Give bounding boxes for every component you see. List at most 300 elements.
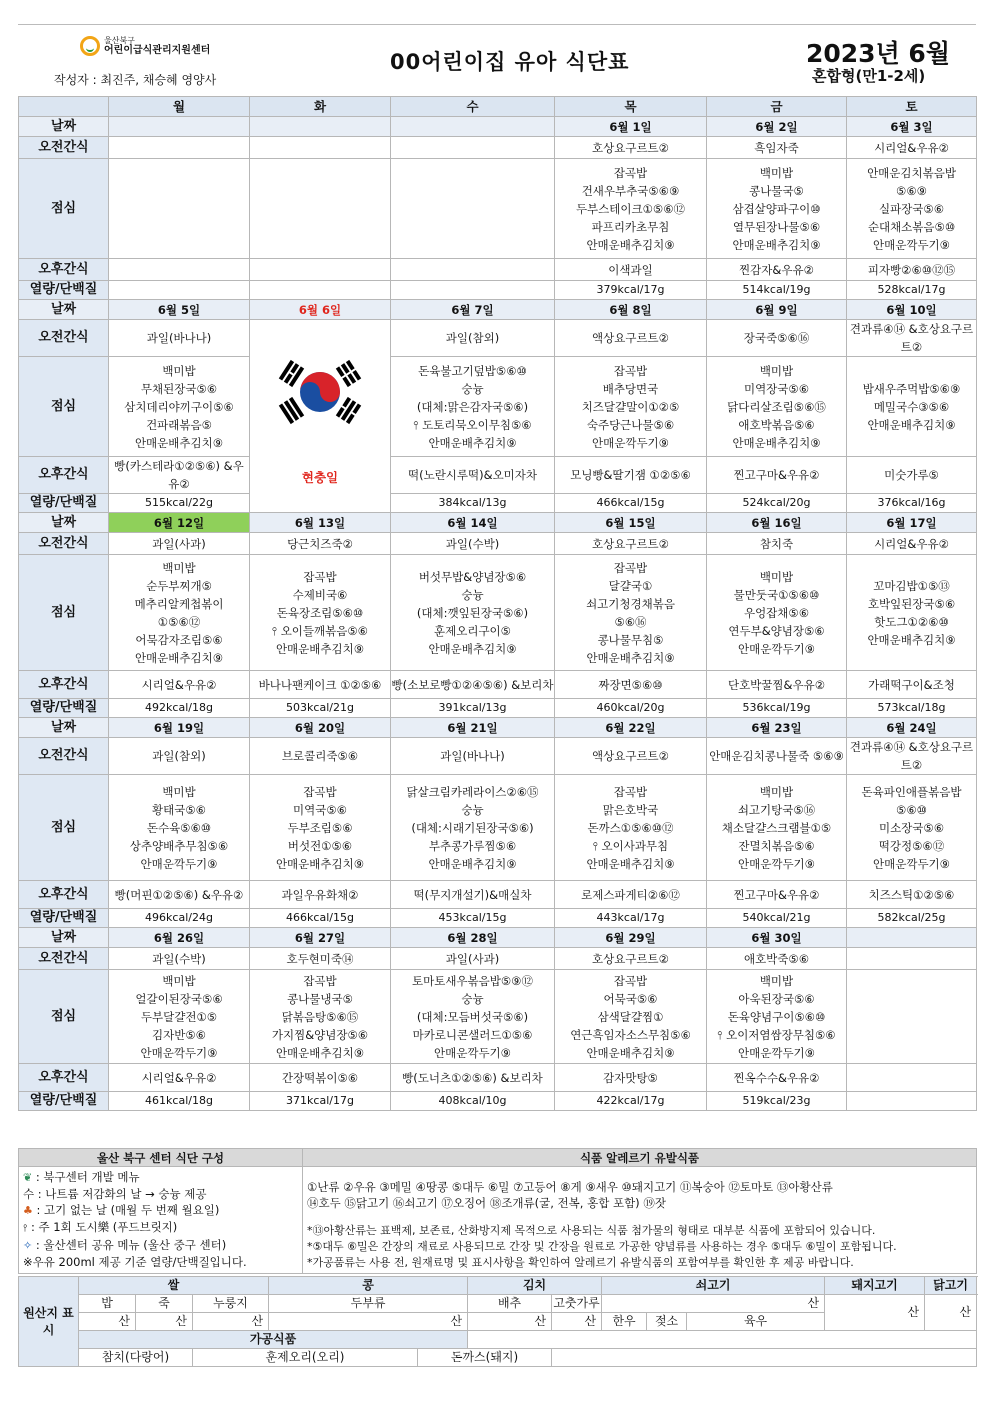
origin-chicken: 닭고기 bbox=[925, 1277, 977, 1295]
pm-snack: 찐고구마&우유② bbox=[707, 881, 847, 909]
lunch-menu bbox=[847, 159, 977, 259]
pm-snack: 빵(소보로빵①②④⑤⑥) &보리차 bbox=[391, 671, 555, 699]
pm-snack bbox=[250, 259, 391, 281]
date-cell: 6월 2일 bbox=[707, 117, 847, 137]
menu-item: 파프리카초무침 bbox=[591, 219, 670, 234]
pm-snack: 빵(도너츠①②⑤⑥) &보리차 bbox=[391, 1064, 555, 1092]
lunch-menu bbox=[555, 970, 707, 1064]
menu-item: 건파래볶음⑤ bbox=[146, 417, 212, 432]
legend-item: ※우유 200ml 제공 기준 열량/단백질입니다. bbox=[23, 1255, 247, 1269]
date-cell: 6월 24일 bbox=[847, 718, 977, 738]
kcal-protein bbox=[391, 281, 555, 300]
menu-item: 미소장국⑤⑥ bbox=[878, 820, 945, 835]
menu-item: 숭늉 bbox=[461, 991, 484, 1006]
menu-item: 안매운깍두기⑨ bbox=[434, 1045, 511, 1060]
row-label: 오전간식 bbox=[19, 533, 109, 555]
am-snack bbox=[847, 948, 977, 970]
menu-item: 안매운배추김치⑨ bbox=[586, 237, 675, 252]
menu-item: 돈육양념구이⑤⑥⑩ bbox=[727, 1009, 826, 1024]
kcal-protein: 573kcal/18g bbox=[847, 699, 977, 718]
menu-item: 숭늉 bbox=[461, 587, 484, 602]
date-cell: 6월 5일 bbox=[109, 300, 250, 320]
menu-item: 아욱된장국⑤⑥ bbox=[738, 991, 815, 1006]
origin-smoked-duck: 훈제오리(오리) bbox=[193, 1349, 418, 1367]
lunch-menu bbox=[707, 775, 847, 881]
pm-snack: 찐감자&우유② bbox=[707, 259, 847, 281]
origin-pepper: 고춧가루 bbox=[552, 1295, 602, 1313]
am-snack: 과일(수박) bbox=[391, 533, 555, 555]
am-snack: 과일(사과) bbox=[391, 948, 555, 970]
menu-item: 잡곡밥 bbox=[613, 363, 648, 378]
am-snack: 시리얼&우유② bbox=[847, 137, 977, 159]
menu-item: 두부조림⑤⑥ bbox=[287, 820, 353, 835]
menu-item: 버섯무밥&양념장⑤⑥ bbox=[418, 569, 527, 584]
smile-logo-icon bbox=[80, 36, 100, 56]
row-label: 열량/단백질 bbox=[19, 909, 109, 928]
day-header: 수 bbox=[391, 97, 555, 117]
menu-item: 안매운배추김치⑨ bbox=[275, 641, 365, 656]
date-cell bbox=[109, 117, 250, 137]
am-snack: 호상요구르트② bbox=[555, 533, 707, 555]
lunch-menu bbox=[109, 555, 250, 671]
date-cell: 6월 27일 bbox=[250, 928, 391, 948]
lunch-menu bbox=[250, 159, 391, 259]
menu-item: 콩나물냉국⑤ bbox=[287, 991, 353, 1006]
origin-hanwoo: 한우 bbox=[602, 1313, 647, 1331]
ulsan-center-icon: ✧ bbox=[23, 1239, 33, 1252]
menu-table bbox=[18, 96, 977, 1111]
origin-juk-value: 산 bbox=[136, 1313, 193, 1331]
menu-item: 순두부찌개⑤ bbox=[146, 578, 212, 593]
menu-item: 실파장국⑤⑥ bbox=[878, 201, 945, 216]
menu-item: 안매운깍두기⑨ bbox=[738, 641, 815, 656]
date-cell: 6월 21일 bbox=[391, 718, 555, 738]
am-snack: 당근치즈죽② bbox=[250, 533, 391, 555]
kcal-protein: 384kcal/13g bbox=[391, 494, 555, 513]
menu-item: 수제비국⑥ bbox=[292, 587, 348, 602]
date-cell: 6월 15일 bbox=[555, 513, 707, 533]
menu-item: 가지찜&양념장⑤⑥ bbox=[271, 1027, 369, 1042]
kcal-protein: 443kcal/17g bbox=[555, 909, 707, 928]
logo-line2: 어린이급식관리지원센터 bbox=[104, 45, 211, 56]
pm-snack: 짜장면⑤⑥⑩ bbox=[555, 671, 707, 699]
origin-pork-value: 산 bbox=[825, 1295, 925, 1331]
date-cell: 6월 8일 bbox=[555, 300, 707, 320]
menu-item: 우엉잡채⑤⑥ bbox=[743, 605, 810, 620]
date-cell: 6월 1일 bbox=[555, 117, 707, 137]
origin-pork: 돼지고기 bbox=[825, 1277, 925, 1295]
menu-item: 안매운배추김치⑨ bbox=[867, 632, 956, 647]
date-cell: 6월 9일 bbox=[707, 300, 847, 320]
lunch-menu bbox=[847, 555, 977, 671]
pm-snack: 빵(카스테라①②⑤⑥) &우유② bbox=[109, 457, 250, 494]
allergy-line: ①난류 ②우유 ③메밀 ④땅콩 ⑤대두 ⑥밀 ⑦고등어 ⑧게 ⑨새우 ⑩돼지고기 ⑪복숭아 ⑫토마토 ⑬아황산류 bbox=[307, 1180, 833, 1194]
menu-item: 물만둣국①⑤⑥⑩ bbox=[733, 587, 820, 602]
pm-snack: 감자맛탕⑤ bbox=[555, 1064, 707, 1092]
menu-item: (대체:시래기된장국⑤⑥) bbox=[411, 820, 534, 835]
origin-tuna: 참치(다랑어) bbox=[79, 1349, 193, 1367]
row-label: 날짜 bbox=[19, 718, 109, 738]
date-cell: 6월 13일 bbox=[250, 513, 391, 533]
menu-item: (대체:모듬버섯국⑤⑥) bbox=[416, 1009, 529, 1024]
pm-snack: 단호박꿀찜&우유② bbox=[707, 671, 847, 699]
menu-item: 안매운배추김치⑨ bbox=[428, 641, 517, 656]
lunch-menu bbox=[707, 159, 847, 259]
am-snack: 과일(수박) bbox=[109, 948, 250, 970]
menu-item: (대체:깻잎된장국⑤⑥) bbox=[416, 605, 529, 620]
menu-item: 닭볶음탕⑤⑥⑮ bbox=[281, 1009, 359, 1024]
origin-chicken-value: 산 bbox=[925, 1295, 977, 1331]
row-label: 열량/단백질 bbox=[19, 281, 109, 300]
menu-item: (대체:맑은감자국⑤⑥) bbox=[416, 399, 529, 414]
origin-kimchi: 김치 bbox=[468, 1277, 602, 1295]
origin-pepper-value: 산 bbox=[552, 1313, 602, 1331]
pm-snack: 모닝빵&딸기잼 ①②⑤⑥ bbox=[555, 457, 707, 494]
kcal-protein: 528kcal/17g bbox=[847, 281, 977, 300]
menu-item: 두부스테이크①⑤⑥⑫ bbox=[575, 201, 686, 216]
pm-snack: 간장떡볶이⑤⑥ bbox=[250, 1064, 391, 1092]
kcal-protein: 422kcal/17g bbox=[555, 1092, 707, 1111]
age-type: 혼합형(만1-2세) bbox=[812, 67, 926, 85]
menu-item: 닭다리살조림⑤⑥⑮ bbox=[727, 399, 826, 414]
row-label: 오전간식 bbox=[19, 320, 109, 357]
row-label: 오후간식 bbox=[19, 259, 109, 281]
menu-item: 황태국⑤⑥ bbox=[152, 802, 206, 817]
menu-item: ⑤⑥⑯ bbox=[614, 614, 647, 629]
row-label: 열량/단백질 bbox=[19, 699, 109, 718]
menu-item: 안매운배추김치⑨ bbox=[586, 1045, 675, 1060]
center-logo bbox=[80, 36, 210, 56]
pm-snack: 과일우유화채② bbox=[250, 881, 391, 909]
menu-item: 김자반⑤⑥ bbox=[152, 1027, 206, 1042]
date-cell: 6월 23일 bbox=[707, 718, 847, 738]
row-label: 점심 bbox=[19, 357, 109, 457]
kcal-protein: 519kcal/23g bbox=[707, 1092, 847, 1111]
menu-item: 쇠고기청경채볶음 bbox=[586, 596, 675, 611]
menu-item: 백미밥 bbox=[162, 784, 196, 799]
menu-item: 호박잎된장국⑤⑥ bbox=[867, 596, 956, 611]
menu-item: 건새우부추국⑤⑥⑨ bbox=[581, 183, 680, 198]
menu-item: 미역국⑤⑥ bbox=[293, 802, 347, 817]
menu-item: 어묵감자조림⑤⑥ bbox=[135, 632, 223, 647]
pm-snack: 가래떡구이&조청 bbox=[847, 671, 977, 699]
pm-snack bbox=[847, 1064, 977, 1092]
menu-item: ⫯ 오이사과무침 bbox=[592, 838, 669, 853]
menu-item: 돈수육⑤⑥⑩ bbox=[146, 820, 212, 835]
menu-item: 콩나물국⑤ bbox=[749, 183, 804, 198]
menu-item: 안매운깍두기⑨ bbox=[738, 856, 815, 871]
lunch-menu bbox=[391, 555, 555, 671]
allergy-info bbox=[303, 1167, 977, 1274]
menu-item: ⫯ 오이저염쌈장무침⑤⑥ bbox=[717, 1027, 836, 1042]
menu-item: 잡곡밥 bbox=[613, 784, 648, 799]
row-label: 날짜 bbox=[19, 513, 109, 533]
menu-item: 숭늉 bbox=[461, 802, 484, 817]
legend-title: 울산 북구 센터 식단 구성 bbox=[19, 1149, 303, 1167]
menu-item: 맑은호박국 bbox=[602, 802, 659, 817]
legend-table bbox=[18, 1148, 977, 1274]
menu-item: 삼치데리야끼구이⑤⑥ bbox=[124, 399, 234, 414]
date-cell: 6월 10일 bbox=[847, 300, 977, 320]
menu-item: 잡곡밥 bbox=[303, 569, 337, 584]
origin-empty2 bbox=[552, 1349, 977, 1367]
kcal-protein: 408kcal/10g bbox=[391, 1092, 555, 1111]
pm-snack: 이색과일 bbox=[555, 259, 707, 281]
menu-item: ①⑤⑥⑫ bbox=[157, 614, 201, 629]
lunch-menu bbox=[109, 159, 250, 259]
row-label: 오전간식 bbox=[19, 948, 109, 970]
am-snack: 견과류④⑭ &호상요구르트② bbox=[847, 320, 977, 357]
menu-item: 백미밥 bbox=[759, 569, 794, 584]
kcal-protein: 371kcal/17g bbox=[250, 1092, 391, 1111]
day-header: 금 bbox=[707, 97, 847, 117]
menu-item: ⑤⑥⑨ bbox=[896, 183, 927, 198]
date-cell: 6월 14일 bbox=[391, 513, 555, 533]
row-label: 날짜 bbox=[19, 928, 109, 948]
menu-item: 안매운배추김치⑨ bbox=[732, 435, 821, 450]
pm-snack: 떡(노란시루떡)&오미자차 bbox=[391, 457, 555, 494]
menu-item: 마카로니콘샐러드①⑤⑥ bbox=[412, 1027, 533, 1042]
menu-item: 부추콩가루찜⑤⑥ bbox=[428, 838, 517, 853]
origin-beef: 쇠고기 bbox=[602, 1277, 825, 1295]
kcal-protein: 376kcal/16g bbox=[847, 494, 977, 513]
date-cell: 6월 30일 bbox=[707, 928, 847, 948]
lunch-menu bbox=[707, 970, 847, 1064]
menu-item: 백미밥 bbox=[759, 165, 794, 180]
menu-item: 잡곡밥 bbox=[613, 973, 648, 988]
row-label: 점심 bbox=[19, 159, 109, 259]
kcal-protein bbox=[109, 281, 250, 300]
allergy-note: *⑬아황산류는 표백제, 보존료, 산화방지제 목적으로 사용되는 식품 첨가물의 형태로 대부분 식품에 포함되어 있습니다. bbox=[307, 1224, 876, 1237]
lunch-menu bbox=[391, 357, 555, 457]
row-label: 오전간식 bbox=[19, 137, 109, 159]
pm-snack bbox=[109, 259, 250, 281]
kcal-protein: 514kcal/19g bbox=[707, 281, 847, 300]
am-snack: 견과류④⑭ &호상요구르트② bbox=[847, 738, 977, 775]
kcal-protein: 453kcal/15g bbox=[391, 909, 555, 928]
menu-item: 핫도그①②⑥⑩ bbox=[874, 614, 949, 629]
menu-item: 연근흑임자소스무침⑤⑥ bbox=[570, 1027, 691, 1042]
date-cell: 6월 19일 bbox=[109, 718, 250, 738]
menu-item: 삼색달걀찜① bbox=[597, 1009, 664, 1024]
am-snack: 흑임자죽 bbox=[707, 137, 847, 159]
date-cell bbox=[250, 117, 391, 137]
menu-item: 잡곡밥 bbox=[303, 973, 337, 988]
menu-item: 백미밥 bbox=[759, 973, 794, 988]
row-label: 날짜 bbox=[19, 300, 109, 320]
pm-snack: 빵(머핀①②⑤⑥) &우유② bbox=[109, 881, 250, 909]
menu-item: 닭살크림카레라이스②⑥⑮ bbox=[406, 784, 539, 799]
day-header: 월 bbox=[109, 97, 250, 117]
kcal-protein: 524kcal/20g bbox=[707, 494, 847, 513]
lunch-menu bbox=[109, 775, 250, 881]
lunch-menu bbox=[109, 970, 250, 1064]
kcal-protein: 536kcal/19g bbox=[707, 699, 847, 718]
pm-snack: 치즈스틱①②⑤⑥ bbox=[847, 881, 977, 909]
day-header: 목 bbox=[555, 97, 707, 117]
pm-snack: 찐고구마&우유② bbox=[707, 457, 847, 494]
menu-item: 얼갈이된장국⑤⑥ bbox=[135, 991, 223, 1006]
pm-snack: 로제스파게티②⑥⑫ bbox=[555, 881, 707, 909]
pm-snack: 피자빵②⑥⑩⑫⑮ bbox=[847, 259, 977, 281]
am-snack bbox=[391, 137, 555, 159]
carrot-icon: ♣ bbox=[23, 1204, 33, 1217]
origin-tofu-value: 산 bbox=[269, 1313, 468, 1331]
pm-snack bbox=[391, 259, 555, 281]
allergy-title: 식품 알레르기 유발식품 bbox=[303, 1149, 977, 1167]
legend-item: ❦ : 북구센터 개발 메뉴 bbox=[23, 1170, 140, 1184]
menu-item: 안매운깍두기⑨ bbox=[592, 435, 669, 450]
legend-items bbox=[19, 1167, 303, 1274]
cutlery-icon: ⫯ bbox=[23, 1223, 28, 1234]
menu-item: 메밀국수③⑤⑥ bbox=[873, 399, 950, 414]
menu-item: 숭늉 bbox=[461, 381, 484, 396]
am-snack: 장국죽⑤⑥⑯ bbox=[707, 320, 847, 357]
date-cell: 6월 22일 bbox=[555, 718, 707, 738]
lunch-menu bbox=[847, 970, 977, 1064]
kcal-protein bbox=[847, 1092, 977, 1111]
date-cell bbox=[847, 928, 977, 948]
lunch-menu bbox=[109, 357, 250, 457]
origin-bean: 콩 bbox=[269, 1277, 468, 1295]
am-snack: 액상요구르트② bbox=[555, 320, 707, 357]
holiday-cell bbox=[250, 320, 391, 513]
menu-item: 안매운배추김치⑨ bbox=[275, 856, 365, 871]
menu-item: 안매운배추김치⑨ bbox=[586, 856, 675, 871]
kcal-protein: 460kcal/20g bbox=[555, 699, 707, 718]
origin-juk: 죽 bbox=[136, 1295, 193, 1313]
am-snack: 안매운김치콩나물죽 ⑤⑥⑨ bbox=[707, 738, 847, 775]
menu-item: 백미밥 bbox=[162, 973, 196, 988]
menu-item: 잔멸치볶음⑤⑥ bbox=[738, 838, 815, 853]
menu-item: 안매운배추김치⑨ bbox=[867, 417, 956, 432]
origin-cabbage: 배추 bbox=[468, 1295, 552, 1313]
legend-item: 수 : 나트륨 저감화의 날 → 숭늉 제공 bbox=[23, 1187, 207, 1201]
menu-item: 콩나물무침⑤ bbox=[597, 632, 664, 647]
menu-item: 토마토새우볶음밥⑤⑨⑫ bbox=[412, 973, 533, 988]
menu-item: 달걀국① bbox=[608, 578, 653, 593]
date-cell: 6월 6일 bbox=[250, 300, 391, 320]
row-label: 점심 bbox=[19, 555, 109, 671]
am-snack: 과일(바나나) bbox=[109, 320, 250, 357]
row-label: 오전간식 bbox=[19, 738, 109, 775]
origin-cabbage-value: 산 bbox=[468, 1313, 552, 1331]
menu-item: 백미밥 bbox=[162, 560, 196, 575]
menu-item: ⫯ 도토리묵오이무침⑤⑥ bbox=[413, 417, 532, 432]
menu-item: 안매운배추김치⑨ bbox=[275, 1045, 365, 1060]
lunch-menu bbox=[555, 775, 707, 881]
kcal-protein: 582kcal/25g bbox=[847, 909, 977, 928]
menu-item: 백미밥 bbox=[759, 784, 794, 799]
menu-item: 돈까스①⑤⑥⑩⑫ bbox=[587, 820, 674, 835]
am-snack: 브로콜리죽⑤⑥ bbox=[250, 738, 391, 775]
lunch-menu bbox=[391, 775, 555, 881]
origin-rice: 쌀 bbox=[79, 1277, 269, 1295]
kcal-protein: 379kcal/17g bbox=[555, 281, 707, 300]
corner-cell bbox=[19, 97, 109, 117]
row-label: 점심 bbox=[19, 775, 109, 881]
am-snack: 과일(참외) bbox=[109, 738, 250, 775]
origin-table bbox=[18, 1276, 977, 1367]
leaf-icon: ❦ bbox=[23, 1171, 33, 1184]
legend-item: ♣ : 고기 없는 날 (매월 두 번째 월요일) bbox=[23, 1203, 220, 1217]
date-cell: 6월 16일 bbox=[707, 513, 847, 533]
origin-bap-value: 산 bbox=[79, 1313, 136, 1331]
origin-nurungji: 누룽지 bbox=[193, 1295, 269, 1313]
menu-item: 안매운배추김치⑨ bbox=[586, 650, 675, 665]
lunch-menu bbox=[250, 555, 391, 671]
lunch-menu bbox=[250, 775, 391, 881]
menu-item: 안매운배추김치⑨ bbox=[428, 435, 517, 450]
kcal-protein: 496kcal/24g bbox=[109, 909, 250, 928]
page-title: 00어린이집 유아 식단표 bbox=[390, 50, 630, 74]
date-cell: 6월 7일 bbox=[391, 300, 555, 320]
menu-item: 열무된장나물⑤⑥ bbox=[732, 219, 821, 234]
menu-item: 안매운깍두기⑨ bbox=[873, 237, 950, 252]
menu-item: 미역장국⑤⑥ bbox=[743, 381, 810, 396]
row-label: 열량/단백질 bbox=[19, 494, 109, 513]
menu-item: 돈육파인애플볶음밥 bbox=[861, 784, 962, 799]
menu-item: 채소달걀스크램블①⑤ bbox=[721, 820, 832, 835]
top-divider bbox=[18, 24, 976, 25]
origin-tofu: 두부류 bbox=[269, 1295, 468, 1313]
menu-item: 순대채소볶음⑤⑩ bbox=[867, 219, 956, 234]
allergy-note: *가공품류는 사용 전, 원재료명 및 표시사항을 확인하여 알레르기 유발식품의 포함여부를 확인한 후 제공 바랍니다. bbox=[307, 1256, 854, 1269]
pm-snack: 떡(무지개설기)&매실차 bbox=[391, 881, 555, 909]
legend-item: ✧ : 울산센터 공유 메뉴 (울산 중구 센터) bbox=[23, 1238, 227, 1252]
day-header: 화 bbox=[250, 97, 391, 117]
menu-item: 훈제오리구이⑤ bbox=[434, 623, 511, 638]
date-cell: 6월 26일 bbox=[109, 928, 250, 948]
allergy-note: *⑤대두 ⑥밀은 간장의 재료로 사용되므로 간장 및 간장을 원료로 가공한 양념류를 사용하는 경우 ⑤대두 ⑥밀이 포함됩니다. bbox=[307, 1240, 897, 1253]
origin-processed: 가공식품 bbox=[79, 1331, 468, 1349]
menu-item: 어묵국⑤⑥ bbox=[603, 991, 658, 1006]
lunch-menu bbox=[847, 775, 977, 881]
row-label: 오후간식 bbox=[19, 1064, 109, 1092]
date-cell: 6월 3일 bbox=[847, 117, 977, 137]
origin-nurungji-value: 산 bbox=[193, 1313, 269, 1331]
menu-item: 배추당면국 bbox=[602, 381, 659, 396]
kcal-protein: 466kcal/15g bbox=[555, 494, 707, 513]
lunch-menu bbox=[555, 555, 707, 671]
menu-item: 안매운배추김치⑨ bbox=[428, 856, 517, 871]
menu-item: 삼겹살양파구이⑩ bbox=[732, 201, 821, 216]
day-header: 토 bbox=[847, 97, 977, 117]
menu-item: 버섯전①⑤⑥ bbox=[287, 838, 353, 853]
date-cell: 6월 17일 bbox=[847, 513, 977, 533]
menu-item: 쇠고기탕국⑤⑯ bbox=[737, 802, 816, 817]
am-snack bbox=[109, 137, 250, 159]
row-label: 날짜 bbox=[19, 117, 109, 137]
menu-item: 상추양배추무침⑤⑥ bbox=[129, 838, 229, 853]
menu-item: 안매운깍두기⑨ bbox=[738, 1045, 815, 1060]
row-label: 점심 bbox=[19, 970, 109, 1064]
menu-item: 애호박볶음⑤⑥ bbox=[738, 417, 815, 432]
lunch-menu bbox=[847, 357, 977, 457]
am-snack: 과일(바나나) bbox=[391, 738, 555, 775]
legend-item: ⫯ : 주 1회 도시樂 (푸드브릿지) bbox=[23, 1219, 298, 1237]
origin-beefcattle: 육우 bbox=[687, 1313, 825, 1331]
allergy-line: ⑭호두 ⑮닭고기 ⑯쇠고기 ⑰오징어 ⑱조개류(굴, 전복, 홍합 포함) ⑲잣 bbox=[307, 1196, 666, 1210]
holiday-name: 현충일 bbox=[301, 470, 339, 485]
lunch-menu bbox=[555, 159, 707, 259]
menu-item: 메추리알케첩볶이 bbox=[134, 596, 224, 611]
menu-item: 안매운김치볶음밥 bbox=[867, 165, 956, 180]
menu-item: 안매운배추김치⑨ bbox=[134, 650, 224, 665]
am-snack: 액상요구르트② bbox=[555, 738, 707, 775]
date-cell: 6월 12일 bbox=[109, 513, 250, 533]
menu-item: 꼬마김밥①⑤⑬ bbox=[873, 578, 950, 593]
